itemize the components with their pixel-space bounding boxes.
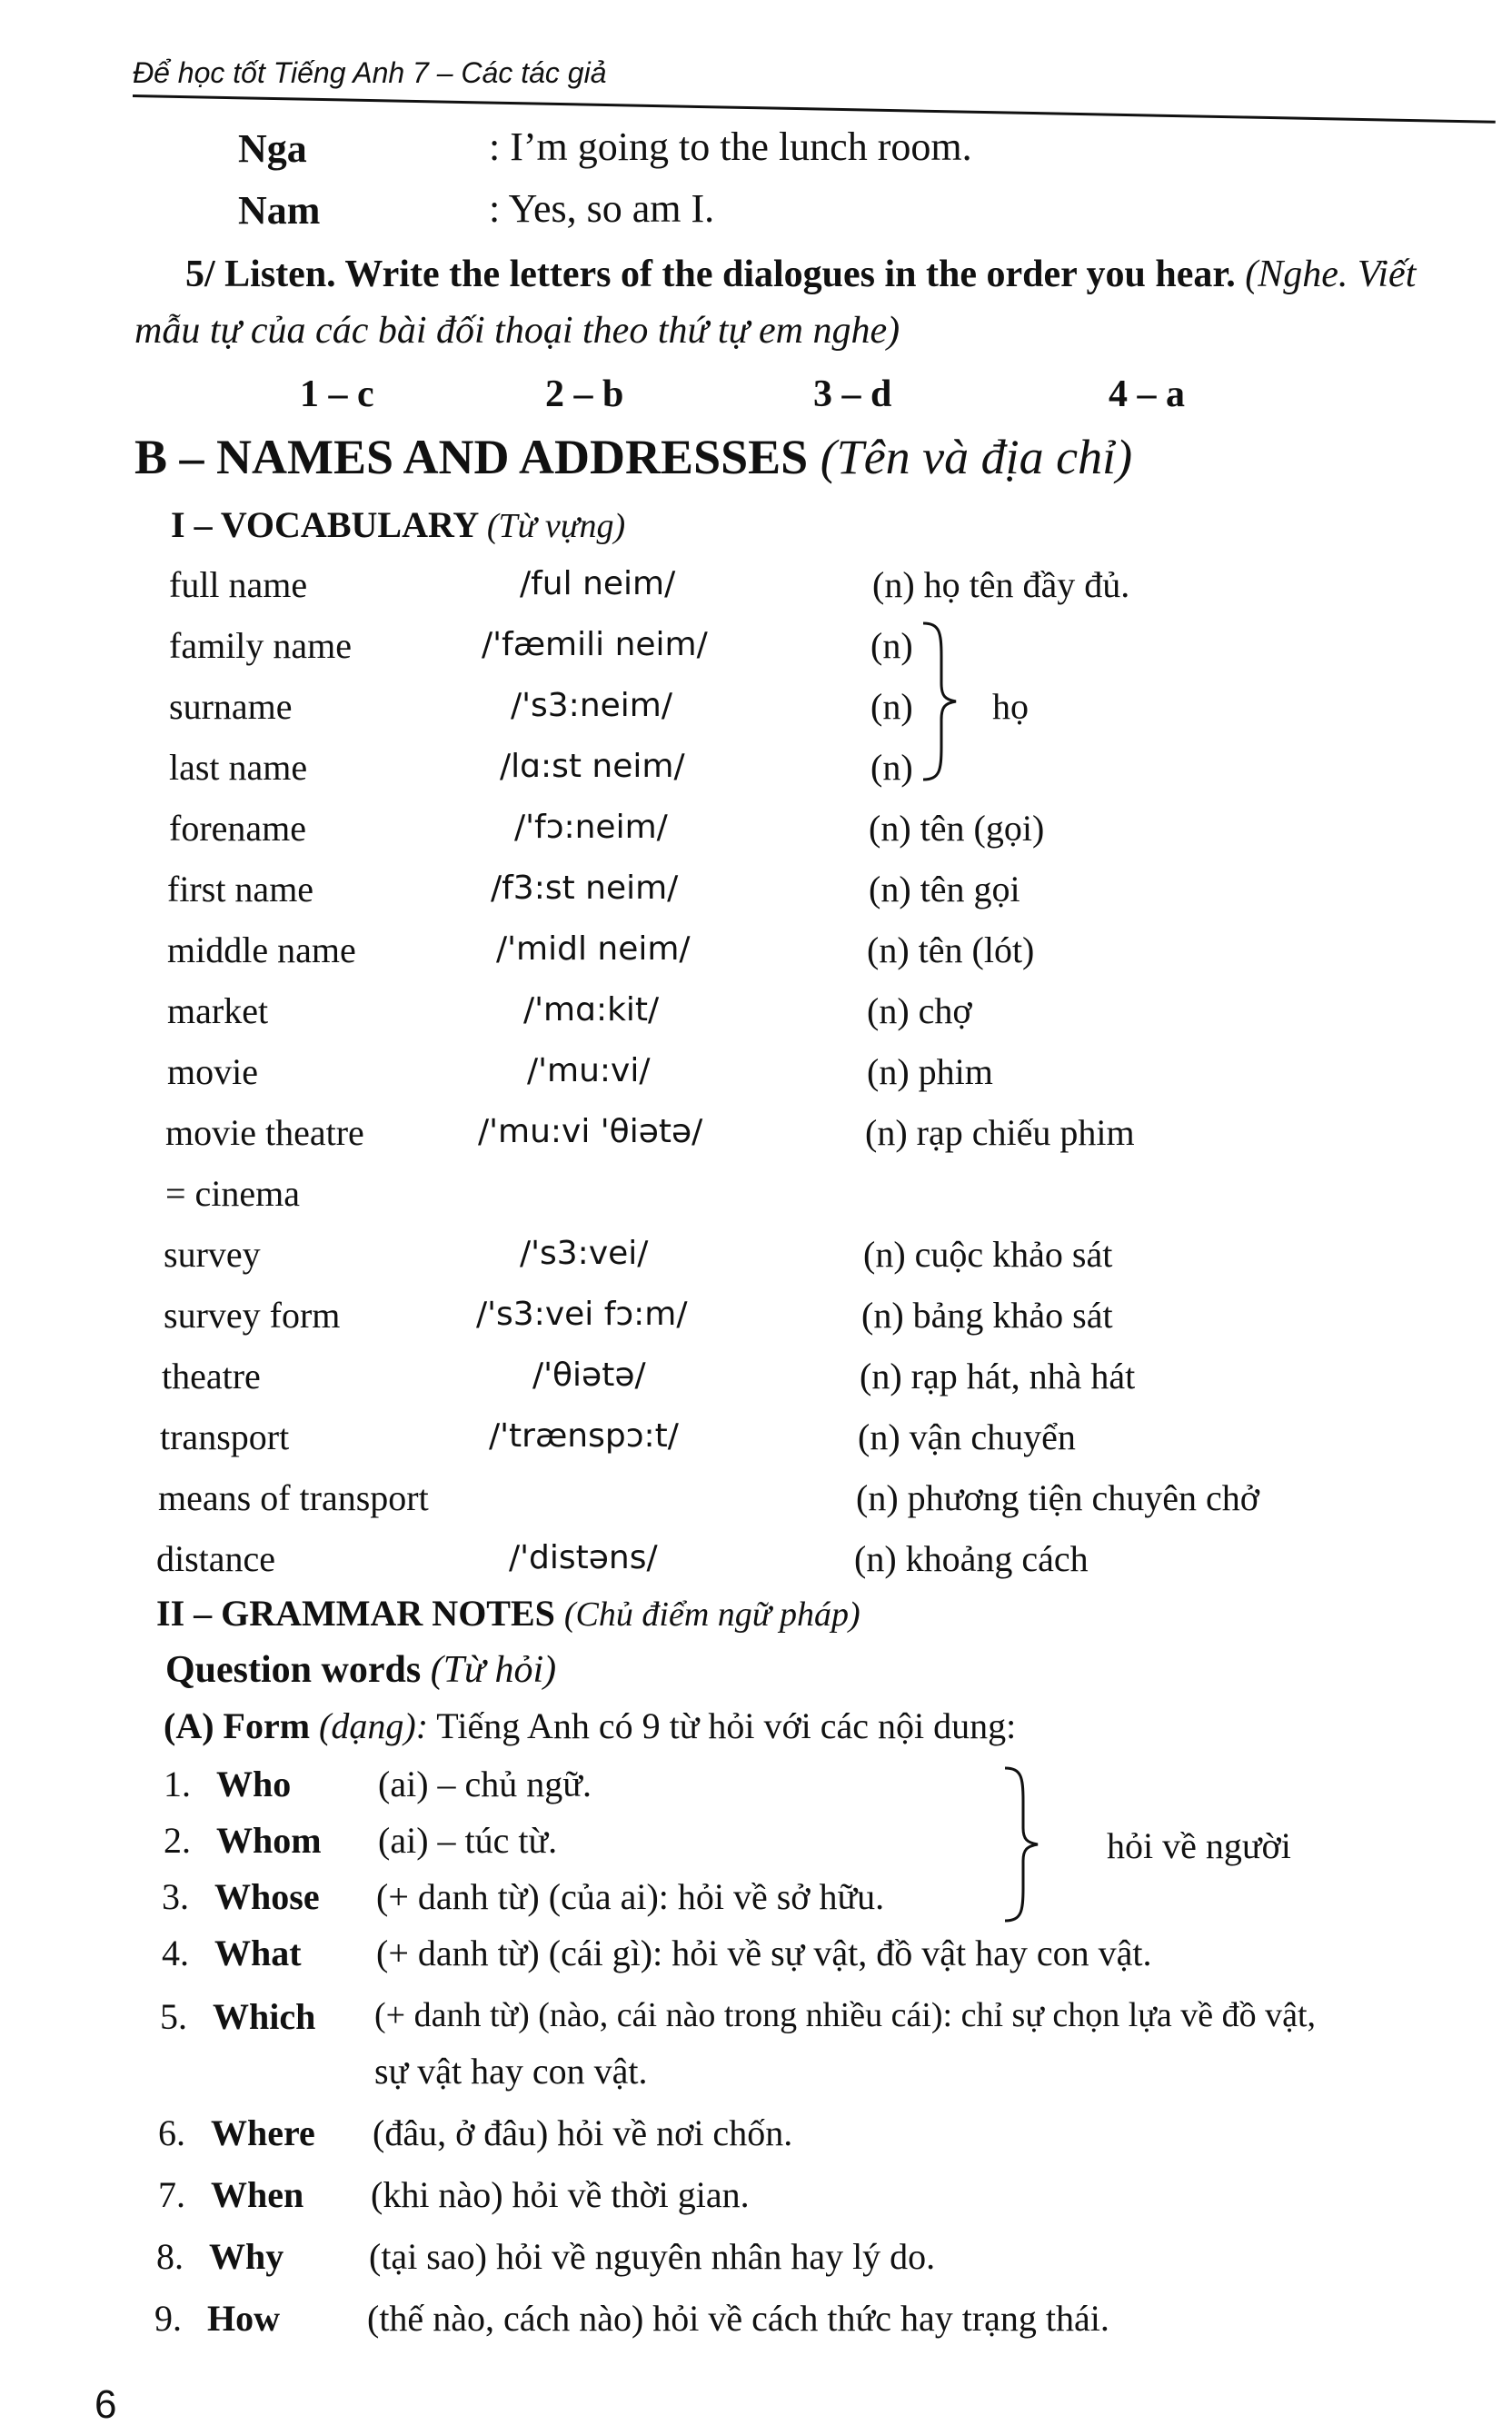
vocab-word: middle name: [167, 929, 356, 970]
vocabulary-heading: [171, 503, 625, 546]
vocab-ipa: /'s3:vei fɔ:m/: [476, 1296, 688, 1333]
dialogue-line-nam: : Yes, so am I.: [489, 186, 715, 231]
vocab-ipa: /'s3:neim/: [511, 687, 672, 724]
vocab-ipa: /'distəns/: [509, 1539, 658, 1576]
vocab-meaning: (n) phim: [867, 1051, 993, 1092]
vocab-ipa: /'θiətə/: [532, 1357, 646, 1394]
vocab-meaning: (n): [870, 686, 913, 727]
surname-group-label: họ: [992, 686, 1029, 727]
page-number: 6: [94, 2382, 117, 2427]
vocab-meaning: (n) cuộc khảo sát: [863, 1234, 1113, 1275]
vocab-ipa: /lɑ:st neim/: [500, 748, 685, 785]
form-label: (A) Form: [164, 1705, 311, 1746]
form-label-viet: (dạng):: [319, 1705, 429, 1746]
vocab-word: survey: [164, 1234, 261, 1275]
qword: Who: [216, 1764, 292, 1804]
vocab-word: movie: [167, 1051, 258, 1092]
vocab-ipa: /'mɑ:kit/: [523, 991, 660, 1029]
task5-viet-part1: (Nghe. Viết: [1245, 253, 1417, 295]
qword-number: 6.: [158, 2112, 185, 2153]
task5-viet-part2: mẫu tự của các bài đối thoại theo thứ tự em nghe): [134, 310, 900, 352]
vocab-word: distance: [156, 1538, 276, 1579]
vocab-ipa: /'mu:vi/: [527, 1052, 651, 1089]
answer-4: 4 – a: [1109, 373, 1185, 415]
section-b-title-text: B – NAMES AND ADDRESSES: [134, 430, 809, 484]
form-line: [164, 1704, 1016, 1747]
vocab-meaning: (n): [870, 625, 913, 666]
vocab-meaning: (n) khoảng cách: [854, 1538, 1089, 1579]
qword-number: 2.: [164, 1820, 191, 1861]
section-b-title: [134, 429, 1132, 485]
qword-number: 3.: [162, 1876, 189, 1917]
qword-desc: (khi nào) hỏi về thời gian.: [371, 2174, 750, 2215]
qword-number: 4.: [162, 1933, 189, 1973]
vocab-meaning: (n) bảng khảo sát: [861, 1295, 1113, 1336]
question-words-heading: [165, 1648, 556, 1692]
dialogue-line-nga: : I’m going to the lunch room.: [489, 124, 972, 169]
vocab-meaning: (n) chợ: [867, 990, 972, 1031]
vocab-meaning: (n) phương tiện chuyên chở: [856, 1477, 1259, 1518]
vocab-word: last name: [169, 747, 308, 788]
qword: Where: [211, 2112, 315, 2153]
vocab-ipa: /'s3:vei/: [520, 1235, 649, 1272]
vocab-ipa: /'fɔ:neim/: [514, 809, 668, 846]
speaker-nga: Nga: [238, 126, 307, 171]
answer-3: 3 – d: [813, 373, 892, 415]
qword-number: 9.: [154, 2298, 182, 2339]
question-words-heading-viet: (Từ hỏi): [430, 1649, 557, 1691]
question-words-heading-text: Question words: [165, 1649, 422, 1691]
vocab-ipa: /'midl neim/: [496, 930, 691, 968]
vocab-meaning: (n) rạp chiếu phim: [865, 1112, 1135, 1153]
task5-instruction: [185, 253, 1416, 296]
vocab-word: forename: [169, 808, 307, 849]
right-brace-icon: [918, 620, 963, 783]
vocab-word: = cinema: [165, 1173, 301, 1214]
qword-number: 1.: [164, 1764, 191, 1804]
qword: Why: [209, 2236, 284, 2277]
qword-desc: (+ danh từ) (cái gì): hỏi về sự vật, đồ vật hay con vật.: [376, 1933, 1152, 1973]
vocab-meaning: (n) tên (gọi): [869, 808, 1045, 849]
qword-desc: (+ danh từ) (của ai): hỏi về sở hữu.: [376, 1876, 885, 1917]
vocab-word: surname: [169, 686, 293, 727]
vocab-word: survey form: [164, 1295, 341, 1336]
vocab-word: full name: [169, 564, 308, 605]
qword-number: 7.: [158, 2174, 185, 2215]
speaker-nam: Nam: [238, 188, 321, 233]
vocab-ipa: /'fæmili neim/: [482, 626, 708, 663]
qword-desc: (ai) – chủ ngữ.: [378, 1764, 592, 1804]
grammar-heading-text: II – GRAMMAR NOTES: [156, 1593, 555, 1634]
qword-desc: (ai) – túc từ.: [378, 1820, 558, 1861]
right-brace-icon: [1000, 1764, 1045, 1924]
qword-desc: (thế nào, cách nào) hỏi về cách thức hay trạng thái.: [367, 2298, 1109, 2339]
qword-number: 8.: [156, 2236, 184, 2277]
qword-number: 5.: [160, 1996, 187, 2037]
qword: Whom: [216, 1820, 322, 1861]
header-rule: [133, 94, 1496, 124]
section-b-title-viet: (Tên và địa chỉ): [820, 430, 1133, 484]
qword: What: [214, 1933, 302, 1973]
vocab-meaning: (n) tên (lót): [867, 929, 1035, 970]
grammar-heading: [156, 1592, 860, 1635]
qword: Which: [213, 1996, 316, 2037]
vocab-meaning: (n) rạp hát, nhà hát: [860, 1356, 1136, 1396]
vocab-meaning: (n) vận chuyển: [858, 1416, 1076, 1457]
qword-desc: (đâu, ở đâu) hỏi về nơi chốn.: [373, 2112, 793, 2153]
vocab-ipa: /'trænspɔ:t/: [489, 1417, 679, 1455]
task5-english: 5/ Listen. Write the letters of the dialogues in the order you hear.: [185, 253, 1236, 295]
vocab-word: transport: [160, 1416, 290, 1457]
answer-2: 2 – b: [545, 373, 624, 415]
vocab-meaning: (n): [870, 747, 913, 788]
qword: Whose: [214, 1876, 320, 1917]
vocab-meaning: (n) họ tên đầy đủ.: [872, 564, 1130, 605]
vocab-ipa: /ful neim/: [520, 565, 676, 602]
grammar-heading-viet: (Chủ điểm ngữ pháp): [563, 1595, 860, 1634]
form-text: Tiếng Anh có 9 từ hỏi với các nội dung:: [436, 1705, 1017, 1746]
vocab-word: first name: [167, 869, 314, 909]
vocab-word: movie theatre: [165, 1112, 364, 1153]
vocab-word: market: [167, 990, 269, 1031]
vocab-word: theatre: [162, 1356, 261, 1396]
vocab-ipa: /f3:st neim/: [491, 870, 679, 907]
vocab-word: means of transport: [158, 1477, 429, 1518]
vocabulary-heading-viet: (Từ vựng): [486, 507, 626, 545]
qword: When: [211, 2174, 304, 2215]
running-header: Để học tốt Tiếng Anh 7 – Các tác giả: [133, 56, 607, 89]
vocab-word: family name: [169, 625, 353, 666]
qword-desc: (tại sao) hỏi về nguyên nhân hay lý do.: [369, 2236, 936, 2277]
vocab-meaning: (n) tên gọi: [869, 869, 1020, 909]
answer-1: 1 – c: [300, 373, 374, 415]
qword-desc-continued: sự vật hay con vật.: [374, 2051, 648, 2092]
vocabulary-heading-text: I – VOCABULARY: [171, 504, 478, 545]
vocab-ipa: /'mu:vi 'θiətə/: [478, 1113, 703, 1150]
people-group-label: hỏi về người: [1107, 1825, 1291, 1866]
qword-desc: (+ danh từ) (nào, cái nào trong nhiều cái): chỉ sự chọn lựa về đồ vật,: [374, 1996, 1317, 2034]
qword: How: [207, 2298, 280, 2339]
